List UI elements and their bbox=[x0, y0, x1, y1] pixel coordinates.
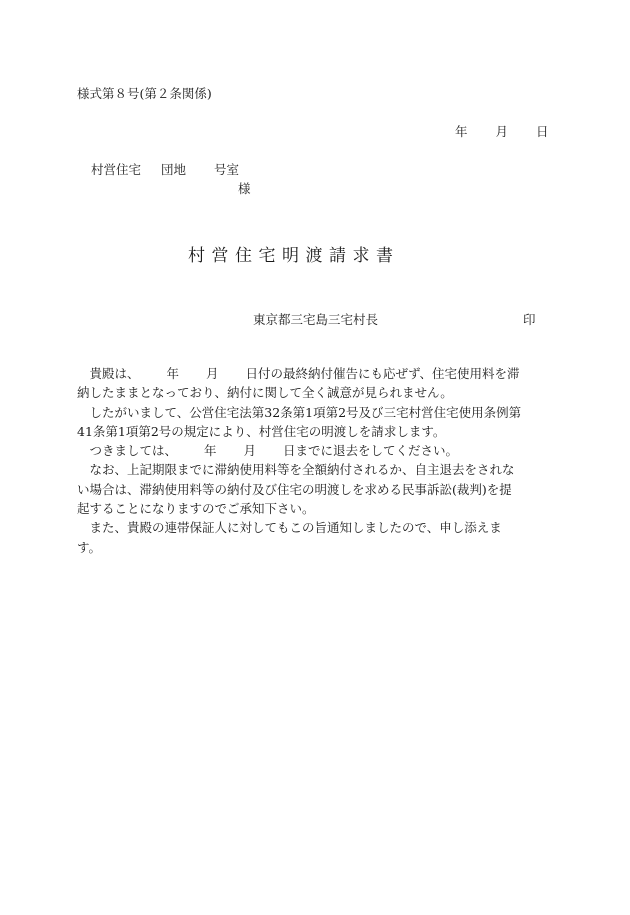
body-text-segment: 日付の最終納付催告にも応ぜず、住宅使用料を滞 bbox=[245, 366, 520, 381]
body-text-segment: なお、上記期限までに滞納使用料等を全額納付されるか、自主退去をされな bbox=[77, 462, 515, 478]
body-text-segment: す。 bbox=[77, 539, 102, 555]
date-line bbox=[455, 122, 549, 140]
issuer-name: 東京都三宅島三宅村長 bbox=[253, 312, 379, 327]
addressee-room: 号室 bbox=[214, 162, 240, 177]
body-text-segment: 納したままとなっており、納付に関して全く誠意が見られません。 bbox=[77, 385, 453, 401]
body-line bbox=[77, 460, 557, 479]
date-year-label: 年 bbox=[455, 124, 468, 139]
body-year-label: 年 bbox=[204, 443, 217, 459]
body-line bbox=[77, 480, 557, 499]
body-text-segment: 貴殿は、 bbox=[77, 366, 140, 381]
addressee-honorific: 様 bbox=[238, 181, 251, 196]
addressee-housing: 村営住宅 bbox=[91, 162, 142, 177]
body-text-segment: 起することになりますのでご承知下さい。 bbox=[77, 501, 315, 517]
body-month-label: 月 bbox=[206, 366, 219, 381]
document-title: 村営住宅明渡請求書 bbox=[188, 246, 400, 266]
body-text-segment: また、貴殿の連帯保証人に対してもこの旨通知しましたので、申し添えま bbox=[77, 520, 502, 536]
body-line bbox=[77, 518, 557, 537]
body-text-segment: い場合は、滞納使用料等の納付及び住宅の明渡しを求める民事訴訟(裁判)を提 bbox=[77, 481, 512, 497]
date-day-label: 日 bbox=[536, 124, 549, 139]
body-line bbox=[77, 499, 557, 518]
body-text bbox=[77, 364, 557, 557]
body-line bbox=[77, 422, 557, 441]
addressee-danchi: 団地 bbox=[161, 162, 187, 177]
body-text-segment: 日までに退去をしてください。 bbox=[283, 443, 459, 459]
body-month-label: 月 bbox=[243, 443, 257, 459]
body-text-segment: つきましては、 bbox=[77, 443, 178, 459]
body-line bbox=[77, 441, 557, 460]
body-text-segment: したがいまして、公営住宅法第32条第1項第2号及び三宅村営住宅使用条例第 bbox=[77, 404, 522, 420]
body-line bbox=[77, 364, 557, 383]
body-line bbox=[77, 383, 557, 402]
form-number: 様式第８号(第２条関係) bbox=[77, 86, 212, 101]
body-text-segment: 41条第1項第2号の規定により、村営住宅の明渡しを請求します。 bbox=[77, 423, 446, 439]
seal-mark: 印 bbox=[523, 312, 536, 327]
addressee-line bbox=[91, 160, 239, 178]
body-line bbox=[77, 538, 557, 557]
date-month-label: 月 bbox=[495, 124, 509, 139]
body-line bbox=[77, 403, 557, 422]
body-year-label: 年 bbox=[166, 366, 180, 381]
